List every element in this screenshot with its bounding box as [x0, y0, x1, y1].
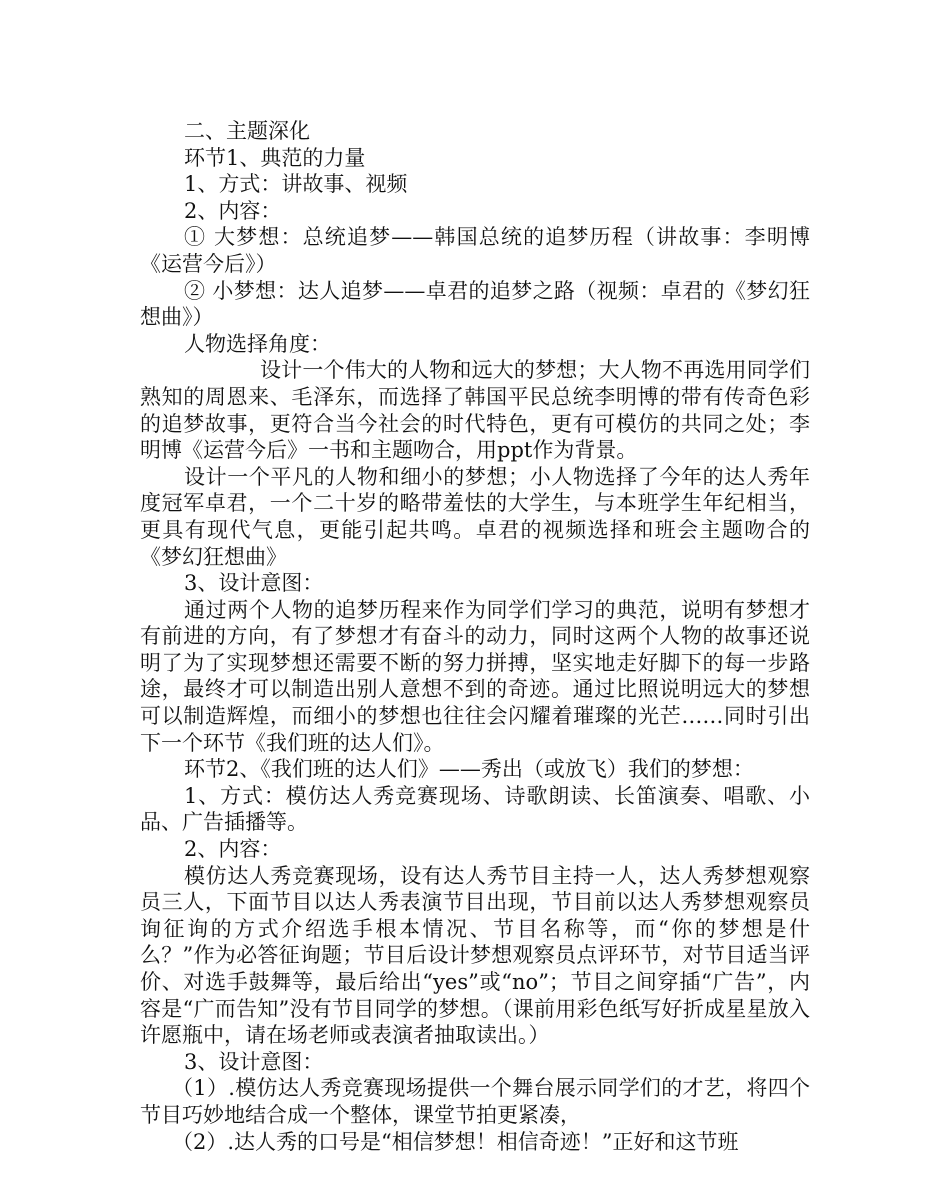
paragraph: （1）.模仿达人秀竞赛现场提供一个舞台展示同学们的才艺，将四个节目巧妙地结合成一个整体，课堂节拍更紧凑， — [140, 1076, 810, 1127]
paragraph: 1、方式：讲故事、视频 — [184, 172, 408, 197]
document-body — [140, 118, 810, 1155]
paragraph: 人物选择角度： — [184, 331, 331, 356]
paragraph: 通过两个人物的追梦历程来作为同学们学习的典范，说明有梦想才有前进的方向，有了梦想才有奋斗的动力，同时这两个人物的故事还说明了为了实现梦想还需要不断的努力拼搏，坚实地走好脚下的每一步路途，最终才可以制造出别人意想不到的奇迹。通过比照说明远大的梦想可以制造辉煌，而细小的梦想也往往会闪耀着璀璨的光芒……同时引出下一个环节《我们班的达人们》。 — [140, 597, 810, 755]
paragraph: 2、内容： — [184, 837, 282, 862]
paragraph: 设计一个伟大的人物和远大的梦想；大人物不再选用同学们熟知的周恩来、毛泽东，而选择了韩国平民总统李明博的带有传奇色彩的追梦故事，更符合当今社会的时代特色，更有可模仿的共同之处；李明博《运营今后》一书和主题吻合，用ppt作为背景。 — [140, 358, 810, 463]
paragraph: 2、内容： — [184, 198, 282, 223]
section-heading: 二、主题深化 — [184, 119, 310, 143]
paragraph: 3、设计意图： — [184, 571, 324, 596]
paragraph: 设计一个平凡的人物和细小的梦想；小人物选择了今年的达人秀年度冠军卓君，一个二十岁的略带羞怯的大学生，与本班学生年纪相当，更具有现代气息，更能引起共鸣。卓君的视频选择和班会主题吻合的《梦幻狂想曲》 — [140, 464, 810, 569]
paragraph: 3、设计意图： — [184, 1049, 324, 1074]
paragraph: 模仿达人秀竞赛现场，设有达人秀节目主持一人，达人秀梦想观察员三人，下面节目以达人秀表演节目出现，节目前以达人秀梦想观察员询征询的方式介绍选手根本情况、节目名称等，而“你的梦想是什么？”作为必答征询题；节目后设计梦想观察员点评环节，对节目适当评价、对选手鼓舞等，最后给出“yes”或“no”；节目之间穿插“广告”，内容是“广而告知”没有节目同学的梦想。（课前用彩色纸写好折成星星放入许愿瓶中，请在场老师或表演者抽取读出。） — [140, 863, 810, 1048]
subsection-heading: 环节2、《我们班的达人们》——秀出（或放飞）我们的梦想： — [184, 757, 754, 782]
paragraph: 1、方式：模仿达人秀竞赛现场、诗歌朗读、长笛演奏、唱歌、小品、广告插播等。 — [140, 783, 810, 835]
paragraph: ① 大梦想：总统追梦——韩国总统的追梦历程（讲故事：李明博《运营今后》） — [140, 225, 810, 276]
subsection-heading: 环节1、典范的力量 — [184, 145, 366, 170]
paragraph: （2）.达人秀的口号是“相信梦想！相信奇迹！”正好和这节班 — [172, 1129, 739, 1154]
paragraph: ② 小梦想：达人追梦——卓君的追梦之路（视频：卓君的《梦幻狂想曲》） — [140, 278, 810, 330]
